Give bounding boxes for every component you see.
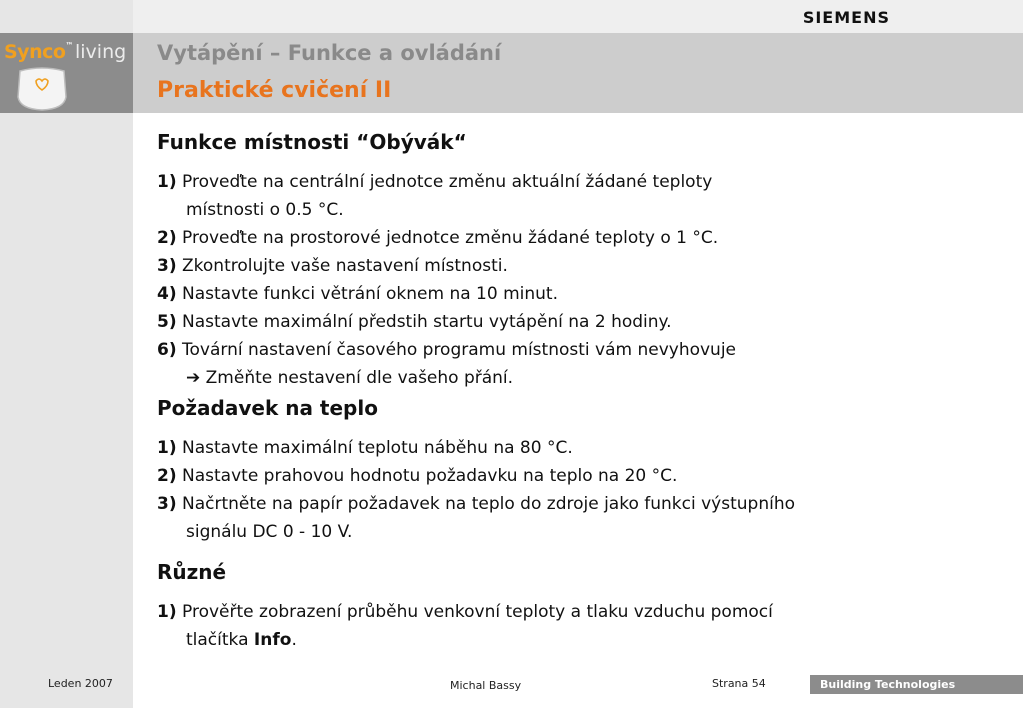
item-number: 1)	[157, 438, 177, 458]
item-text: .	[291, 630, 297, 650]
list-item	[157, 462, 997, 490]
item-text: tlačítka	[186, 630, 254, 650]
item-text: Proveďte na centrální jednotce změnu aktuální žádané teploty	[176, 172, 713, 192]
item-number: 2)	[157, 466, 177, 486]
item-number: 6)	[157, 340, 177, 360]
item-number: 5)	[157, 312, 177, 332]
thermostat-figure-icon	[14, 67, 70, 111]
item-text: Nastavte maximální předstih startu vytápění na 2 hodiny.	[176, 312, 672, 332]
section-heading-heat-demand: Požadavek na teplo	[157, 396, 378, 420]
list-item-continuation: signálu DC 0 - 10 V.	[186, 522, 353, 542]
footer-division: Building Technologies	[820, 678, 956, 691]
item-text: Nastavte maximální teplotu náběhu na 80 °C.	[176, 438, 573, 458]
list-item	[157, 336, 997, 364]
list-item-continuation: ➔ Změňte nestavení dle vašeho přání.	[186, 368, 514, 388]
top-strip	[133, 0, 1023, 33]
siemens-logo: SIEMENS	[802, 8, 890, 27]
item-text: Proveďte na prostorové jednotce změnu žádané teploty o 1 °C.	[176, 228, 719, 248]
list-item	[157, 598, 997, 626]
item-text: Nastavte prahovou hodnotu požadavku na teplo na 20 °C.	[176, 466, 678, 486]
item-number: 2)	[157, 228, 177, 248]
section-heading-room: Funkce místnosti “Obývák“	[157, 130, 467, 154]
item-number: 1)	[157, 172, 177, 192]
item-number: 4)	[157, 284, 177, 304]
slide-title: Vytápění – Funkce a ovládání	[157, 41, 502, 65]
section-heading-misc: Různé	[157, 560, 227, 584]
info-button-label: Info	[253, 630, 292, 650]
footer-division-bar	[810, 675, 1023, 694]
item-text: Nastavte funkci větrání oknem na 10 minut.	[176, 284, 558, 304]
footer-date: Leden 2007	[48, 677, 113, 690]
item-text: Tovární nastavení časového programu místnosti vám nevyhovuje	[176, 340, 737, 360]
synco-living-logo	[0, 33, 133, 113]
item-text: Zkontrolujte vaše nastavení místnosti.	[176, 256, 508, 276]
slide-subtitle: Praktické cvičení II	[157, 78, 392, 103]
list-item	[157, 280, 997, 308]
item-number: 3)	[157, 494, 177, 514]
list-item	[157, 490, 997, 518]
header-band	[133, 33, 1023, 113]
footer-author: Michal Bassy	[450, 679, 522, 692]
item-text: Prověřte zobrazení průběhu venkovní teploty a tlaku vzduchu pomocí	[176, 602, 773, 622]
list-item	[157, 224, 997, 252]
logo-trademark: ™	[65, 41, 73, 50]
slide-content	[157, 130, 997, 654]
list-item-continuation	[157, 626, 997, 654]
list-item	[157, 308, 997, 336]
list-item	[157, 168, 997, 196]
list-item	[157, 434, 997, 462]
logo-synco-text: Synco	[4, 41, 66, 63]
footer-page-number: Strana 54	[712, 677, 766, 690]
item-text: Načrtněte na papír požadavek na teplo do zdroje jako funkci výstupního	[176, 494, 796, 514]
item-number: 1)	[157, 602, 177, 622]
list-item-continuation: místnosti o 0.5 °C.	[186, 200, 344, 220]
list-item	[157, 252, 997, 280]
logo-living-text: living	[75, 41, 127, 63]
item-number: 3)	[157, 256, 177, 276]
